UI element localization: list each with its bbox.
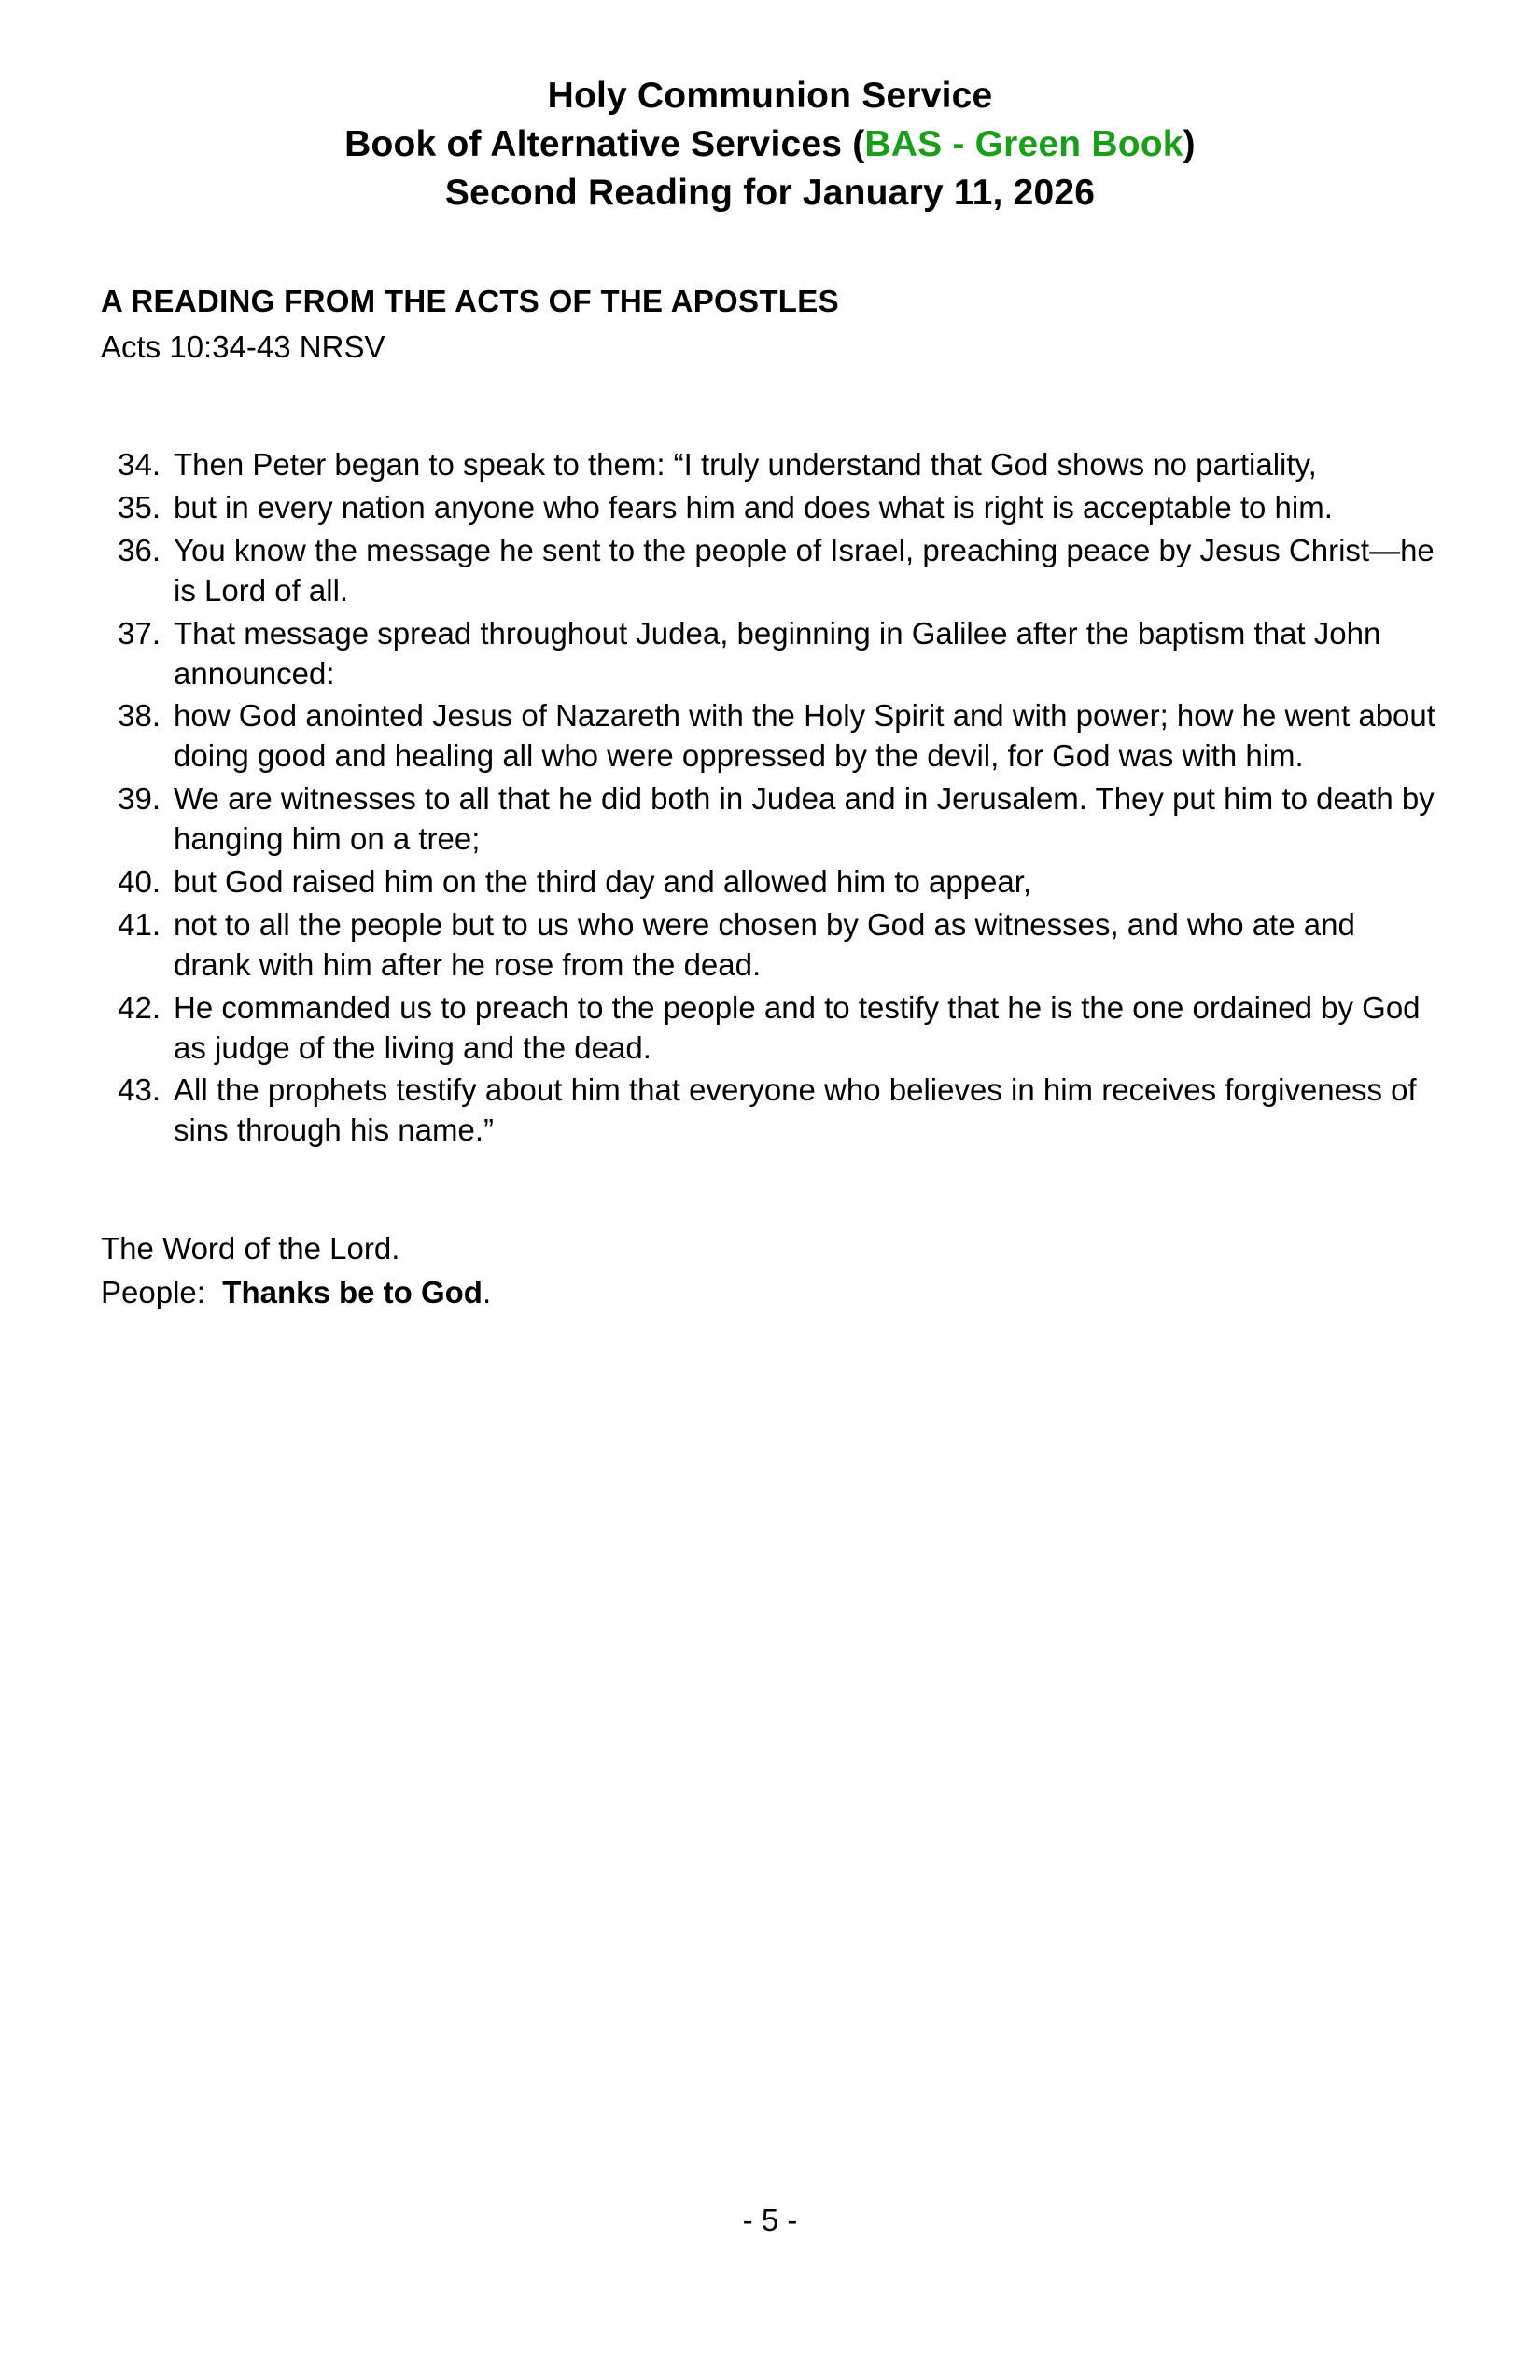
verse-number: 43.: [118, 1072, 161, 1108]
service-book-line: [101, 123, 1439, 166]
verse-item: [101, 862, 1439, 903]
verse-text: how God anointed Jesus of Nazareth with the Holy Spirit and with power; how he went about doing good and healing all who were oppressed by the devil, for God was with him.: [174, 698, 1435, 774]
verse-item: [101, 988, 1439, 1069]
reading-heading: A READING FROM THE ACTS OF THE APOSTLES: [101, 284, 839, 319]
verse-text: That message spread throughout Judea, beginning in Galilee after the baptism that John announced:: [174, 615, 1381, 691]
verse-text: He commanded us to preach to the people and to testify that he is the one ordained by God as judge of the living and the dead.: [174, 989, 1421, 1065]
people-response: Thanks be to God: [222, 1275, 483, 1310]
verse-item: [101, 696, 1439, 777]
service-book-green-label: BAS - Green Book: [864, 124, 1183, 165]
verse-list: [101, 445, 1439, 1151]
verse-text: but in every nation anyone who fears him and does what is right is acceptable to him.: [174, 489, 1333, 525]
service-book-suffix: ): [1183, 124, 1196, 165]
verse-item: [101, 905, 1439, 986]
closing-block: [101, 1229, 1439, 1313]
verse-item: [101, 779, 1439, 860]
verse-item: [101, 531, 1439, 611]
verse-text: We are witnesses to all that he did both in Judea and in Jerusalem. They put him to death by hanging him on a tree;: [174, 781, 1435, 857]
reading-date-line: Second Reading for January 11, 2026: [444, 173, 1096, 214]
reading-reference: Acts 10:34-43 NRSV: [101, 329, 385, 365]
verse-number: 36.: [118, 532, 161, 567]
verse-number: 42.: [118, 989, 161, 1025]
service-title: Holy Communion Service: [547, 76, 993, 116]
verse-number: 40.: [118, 863, 161, 899]
verse-number: 35.: [118, 489, 161, 525]
verse-number: 41.: [118, 906, 161, 942]
verse-number: 37.: [118, 615, 161, 651]
people-response-line: [101, 1273, 1439, 1313]
verse-number: 38.: [118, 698, 161, 734]
verse-item: [101, 488, 1439, 528]
verse-number: 34.: [118, 447, 161, 483]
verse-text: All the prophets testify about him that everyone who believes in him receives forgiveness of sins through his name.”: [174, 1072, 1417, 1148]
verse-text: You know the message he sent to the people of Israel, preaching peace by Jesus Christ—he is Lord of all.: [174, 532, 1435, 608]
verse-text: but God raised him on the third day and allowed him to appear,: [174, 863, 1032, 899]
service-book-prefix: Book of Alternative Services (: [344, 124, 865, 165]
verse-item: [101, 1071, 1439, 1151]
word-of-the-lord-line: The Word of the Lord.: [101, 1231, 400, 1267]
verse-text: not to all the people but to us who were chosen by God as witnesses, and who ate and drank with him after he rose from the dead.: [174, 906, 1355, 982]
verse-item: [101, 445, 1439, 485]
verse-item: [101, 614, 1439, 694]
document-title-block: [101, 75, 1439, 215]
page-number: - 5 -: [742, 2203, 798, 2237]
verse-number: 39.: [118, 781, 161, 817]
people-response-period: .: [482, 1275, 492, 1310]
verse-text: Then Peter began to speak to them: “I truly understand that God shows no partiality,: [174, 447, 1317, 483]
people-label: People:: [101, 1275, 205, 1310]
